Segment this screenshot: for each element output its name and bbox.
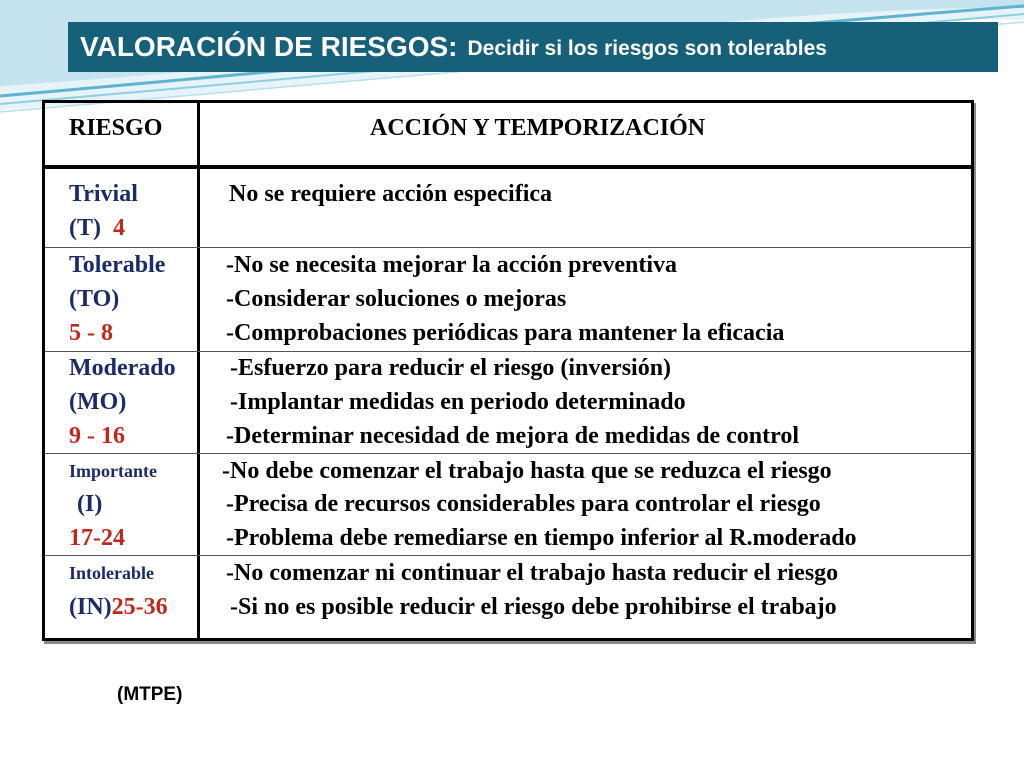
risk-range: 25-36 <box>111 594 168 620</box>
action-line: -Implantar medidas en periodo determinado <box>230 389 686 415</box>
header-action: ACCIÓN Y TEMPORIZACIÓN <box>370 115 706 141</box>
risk-abbr-range <box>69 211 125 245</box>
risk-abbr: (TO) <box>69 286 120 312</box>
risk-abbr: (I) <box>77 491 103 517</box>
action-line: -Precisa de recursos considerables para controlar el riesgo <box>226 491 821 517</box>
risk-range: 4 <box>113 215 125 241</box>
risk-abbr: (T) <box>69 215 101 241</box>
risk-abbr-range <box>69 590 168 624</box>
column-divider <box>197 103 200 638</box>
risk-range: 5 - 8 <box>69 320 113 346</box>
action-line: -Si no es posible reducir el riesgo debe prohibirse el trabajo <box>230 594 837 620</box>
slide-title-bar <box>68 22 998 72</box>
slide-subtitle: Decidir si los riesgos son tolerables <box>467 37 827 60</box>
header-risk: RIESGO <box>69 115 163 141</box>
risk-name: Tolerable <box>69 252 166 278</box>
action-line: -Problema debe remediarse en tiempo inferior al R.moderado <box>226 525 857 551</box>
risk-name: Importante <box>69 461 157 481</box>
header-divider <box>45 165 971 169</box>
action-line: -Determinar necesidad de mejora de medidas de control <box>226 423 800 449</box>
risk-name: Intolerable <box>69 563 154 583</box>
risk-table <box>42 100 974 641</box>
risk-name: Trivial <box>69 181 138 207</box>
risk-range: 9 - 16 <box>69 423 125 449</box>
risk-name: Moderado <box>69 355 176 381</box>
action-line: -Considerar soluciones o mejoras <box>226 286 567 312</box>
action-line: -No debe comenzar el trabajo hasta que se reduzca el riesgo <box>222 458 832 484</box>
risk-abbr: (IN) <box>69 594 112 620</box>
action-line: -Esfuerzo para reducir el riesgo (inversión) <box>230 355 672 381</box>
source-note: (MTPE) <box>117 684 183 705</box>
action-line: -No comenzar ni continuar el trabajo hasta reducir el riesgo <box>226 560 839 586</box>
risk-range: 17-24 <box>69 525 125 551</box>
slide-title: VALORACIÓN DE RIESGOS: <box>80 31 458 62</box>
action-line: -Comprobaciones periódicas para mantener la eficacia <box>226 320 785 346</box>
risk-abbr: (MO) <box>69 389 127 415</box>
action-line: No se requiere acción especifica <box>229 181 553 207</box>
action-line: -No se necesita mejorar la acción preventiva <box>226 252 677 278</box>
